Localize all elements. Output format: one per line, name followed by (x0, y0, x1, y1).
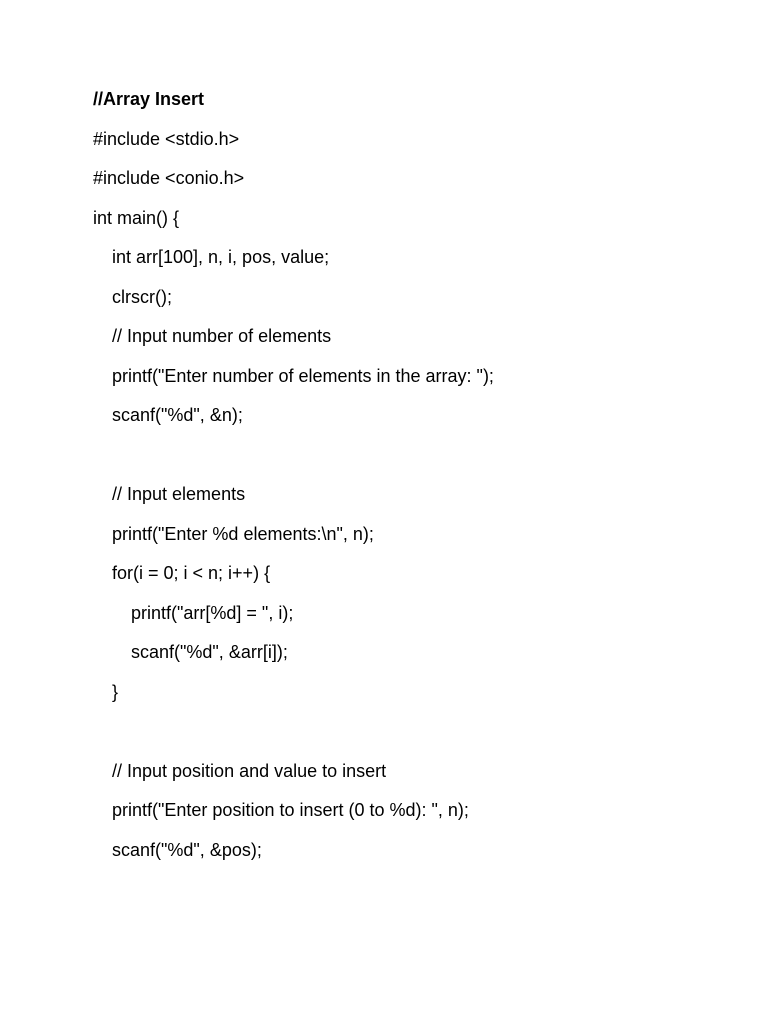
code-line-comment-elements: // Input elements (112, 484, 246, 504)
code-line-clrscr: clrscr(); (112, 286, 172, 307)
code-line-scanf-arr: scanf("%d", &arr[i]); (131, 642, 288, 662)
code-line-for-loop: for(i = 0; i < n; i++) { (112, 563, 271, 583)
code-line-comment-position: // Input position and value to insert (112, 760, 387, 781)
code-line-printf-elements: printf("Enter %d elements:\n", n); (112, 523, 374, 544)
code-line-printf-position: printf("Enter position to insert (0 to %d): ", n); (112, 800, 469, 820)
code-line-blank (93, 442, 733, 482)
code-listing (93, 86, 733, 876)
code-line-include-stdio: #include <stdio.h> (93, 128, 240, 149)
document-title: //Array Insert (93, 89, 205, 109)
code-line-scanf-count: scanf("%d", &n); (112, 405, 243, 425)
code-line-declarations: int arr[100], n, i, pos, value; (112, 247, 330, 267)
code-line-printf-arr: printf("arr[%d] = ", i); (131, 602, 294, 623)
code-line-main: int main() { (93, 207, 180, 228)
code-line-printf-count: printf("Enter number of elements in the array: "); (112, 365, 494, 386)
code-line-include-conio: #include <conio.h> (93, 168, 245, 188)
code-line-scanf-position: scanf("%d", &pos); (112, 839, 262, 860)
code-line-comment-count: // Input number of elements (112, 326, 332, 346)
code-line-close-brace: } (112, 681, 119, 702)
code-line-blank (93, 718, 733, 758)
